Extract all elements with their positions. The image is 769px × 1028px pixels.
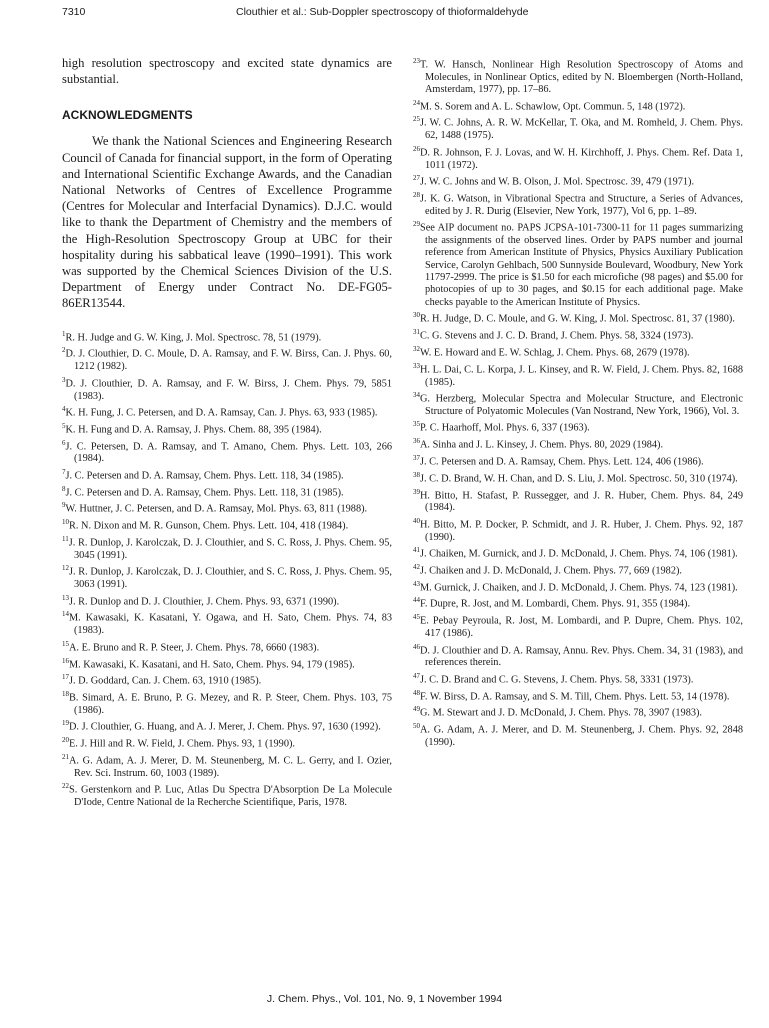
reference-text: H. Bitto, H. Stafast, P. Russegger, and J. R. Huber, Chem. Phys. 84, 249 (1984). <box>420 489 743 514</box>
reference-item <box>413 143 743 172</box>
reference-number: 32 <box>413 344 420 353</box>
reference-item <box>413 544 743 561</box>
reference-number: 49 <box>413 705 420 714</box>
reference-text: H. Bitto, M. P. Docker, P. Schmidt, and J. R. Huber, J. Chem. Phys. 92, 187 (1990). <box>420 519 743 543</box>
reference-number: 13 <box>62 593 69 602</box>
reference-text: J. C. Petersen, D. A. Ramsay, and T. Amano, Chem. Phys. Lett. 103, 266 (1984). <box>65 441 392 465</box>
reference-item <box>413 561 743 578</box>
reference-text: H. L. Dai, C. L. Korpa, J. L. Kinsey, and R. W. Field, J. Chem. Phys. 82, 1688 (1985). <box>420 364 743 388</box>
reference-text: D. J. Clouthier and D. A. Ramsay, Annu. Rev. Phys. Chem. 34, 31 (1983), and references therein. <box>420 644 743 669</box>
reference-item <box>413 218 743 309</box>
reference-text: R. N. Dixon and M. R. Gunson, Chem. Phys. Lett. 104, 418 (1984). <box>69 520 349 532</box>
reference-text: A. G. Adam, A. J. Merer, D. M. Steunenberg, M. C. L. Gerry, and I. Ozier, Rev. Sci. Instrum. 60, 1003 (1989). <box>69 755 392 779</box>
reference-item <box>413 309 743 326</box>
reference-text: W. E. Howard and E. W. Schlag, J. Chem. Phys. 68, 2679 (1978). <box>420 347 690 359</box>
reference-item <box>62 608 392 637</box>
reference-text: J. C. D. Brand, W. H. Chan, and D. S. Liu, J. Mol. Spectrosc. 50, 310 (1974). <box>420 473 738 485</box>
reference-number: 14 <box>62 610 69 619</box>
reference-text: K. H. Fung and D. A. Ramsay, J. Phys. Chem. 88, 395 (1984). <box>65 424 322 436</box>
reference-text: F. W. Birss, D. A. Ramsay, and S. M. Till, Chem. Phys. Lett. 53, 14 (1978). <box>420 691 730 703</box>
reference-text: S. Gerstenkorn and P. Luc, Atlas Du Spectra D'Absorption De La Molecule D'Iode, Centre National de la Recherche Scientifique, Paris, 1978. <box>69 784 392 809</box>
reference-item <box>62 403 392 420</box>
reference-text: G. M. Stewart and J. D. McDonald, J. Chem. Phys. 78, 3907 (1983). <box>420 707 703 719</box>
reference-item <box>62 420 392 437</box>
reference-number: 43 <box>413 579 420 588</box>
reference-number: 5 <box>62 421 66 430</box>
reference-number: 45 <box>413 613 420 622</box>
reference-text: M. Kawasaki, K. Kasatani, Y. Ogawa, and H. Sato, Chem. Phys. 74, 83 (1983). <box>69 612 392 637</box>
left-column <box>62 55 392 810</box>
reference-item <box>413 578 743 595</box>
reference-number: 35 <box>413 420 420 429</box>
journal-footer: J. Chem. Phys., Vol. 101, No. 9, 1 November 1994 <box>266 993 503 1005</box>
reference-text: J. D. Goddard, Can. J. Chem. 63, 1910 (1985). <box>69 675 262 687</box>
reference-text: J. R. Dunlop, J. Karolczak, D. J. Clouthier, and S. C. Ross, J. Phys. Chem. 95, 3045 (1991). <box>68 537 392 561</box>
reference-text: J. R. Dunlop, J. Karolczak, D. J. Clouthier, and S. C. Ross, J. Phys. Chem. 95, 3063 (1991). <box>69 566 392 591</box>
reference-item <box>413 486 743 515</box>
reference-number: 15 <box>62 639 69 648</box>
continuation-paragraph: high resolution spectroscopy and excited state dynamics are substantial. <box>62 56 392 87</box>
reference-number: 37 <box>413 453 420 462</box>
reference-item <box>413 343 743 360</box>
reference-text: E. Pebay Peyroula, R. Jost, M. Lombardi, and P. Dupre, Chem. Phys. 102, 417 (1986). <box>420 615 743 640</box>
acknowledgments-heading: ACKNOWLEDGMENTS <box>62 108 193 123</box>
reference-number: 30 <box>413 311 420 320</box>
reference-number: 46 <box>413 642 420 651</box>
reference-text: R. H. Judge, D. C. Moule, and G. W. King, J. Mol. Spectrosc. 81, 37 (1980). <box>420 313 735 325</box>
reference-text: J. C. Petersen and D. A. Ramsay, Chem. Phys. Lett. 118, 34 (1985). <box>65 470 344 482</box>
reference-number: 28 <box>413 190 420 199</box>
reference-number: 25 <box>413 115 420 124</box>
reference-item <box>413 469 743 486</box>
acknowledgments-paragraph: We thank the National Sciences and Engineering Research Council of Canada for financial support, in the form of Operating and International Scientific Exchange Awards, and the Canadian National Networks of Centres of Excellence Programme (Centres for Molecular and Interfacial Dynamics). D.J.C. would like to thank the Department of Chemistry and the members of the High-Resolution Spectroscopy Group at UBC for their hospitality during his sabbatical leave (1990–1991). This work was supported by the Chemical Sciences Division of the U.S. Department of Energy under Contract No. DE-FG05-86ER13544. <box>62 134 392 311</box>
reference-number: 33 <box>413 361 420 370</box>
reference-number: 8 <box>62 484 66 493</box>
reference-number: 20 <box>62 736 69 745</box>
reference-number: 17 <box>62 673 69 682</box>
reference-item <box>62 751 392 780</box>
reference-item <box>62 638 392 655</box>
reference-item <box>62 562 392 591</box>
reference-number: 31 <box>413 328 420 337</box>
reference-item <box>413 360 743 389</box>
reference-item <box>62 437 392 466</box>
reference-number: 21 <box>62 753 69 762</box>
reference-item <box>62 533 392 562</box>
reference-number: 16 <box>62 656 69 665</box>
reference-number: 4 <box>62 404 66 413</box>
right-column <box>413 55 743 750</box>
reference-text: J. W. C. Johns, A. R. W. McKellar, T. Oka, and M. Romheld, J. Chem. Phys. 62, 1488 (1975). <box>420 117 743 142</box>
page-number: 7310 <box>62 6 86 18</box>
reference-item <box>62 483 392 500</box>
reference-text: D. J. Clouthier, G. Huang, and A. J. Merer, J. Chem. Phys. 97, 1630 (1992). <box>69 721 381 733</box>
reference-number: 7 <box>62 467 66 476</box>
reference-item <box>62 780 392 809</box>
reference-item <box>413 611 743 640</box>
reference-number: 39 <box>413 487 420 496</box>
reference-number: 26 <box>413 144 420 153</box>
reference-number: 41 <box>413 546 420 554</box>
reference-text: M. S. Sorem and A. L. Schawlow, Opt. Commun. 5, 148 (1972). <box>420 101 686 113</box>
reference-item <box>413 594 743 611</box>
reference-number: 12 <box>62 564 69 573</box>
reference-item <box>413 720 743 749</box>
reference-number: 47 <box>413 671 420 680</box>
reference-number: 19 <box>62 719 69 728</box>
reference-number: 24 <box>413 98 420 107</box>
reference-number: 50 <box>413 722 420 731</box>
reference-number: 3 <box>62 375 66 384</box>
reference-item <box>62 328 392 345</box>
reference-number: 6 <box>62 438 66 447</box>
reference-item <box>413 641 743 670</box>
reference-list-left <box>62 328 392 810</box>
reference-number: 23 <box>413 57 420 65</box>
reference-text: F. Dupre, R. Jost, and M. Lombardi, Chem. Phys. 91, 355 (1984). <box>420 598 691 610</box>
reference-number: 11 <box>62 535 69 544</box>
reference-item <box>413 189 743 218</box>
reference-item <box>413 172 743 189</box>
reference-text: J. C. Petersen and D. A. Ramsay, Chem. Phys. Lett. 124, 406 (1986). <box>420 456 704 468</box>
reference-text: W. Huttner, J. C. Petersen, and D. A. Ramsay, Mol. Phys. 63, 811 (1988). <box>65 503 368 515</box>
reference-text: G. Herzberg, Molecular Spectra and Molecular Structure, and Electronic Structure of Polyatomic Molecules (Van Nostrand, New York, 1966), Vol. 3. <box>420 393 743 417</box>
reference-text: B. Simard, A. E. Bruno, P. G. Mezey, and R. P. Steer, Chem. Phys. 103, 75 (1986). <box>69 692 392 716</box>
reference-item <box>62 655 392 672</box>
reference-item <box>413 113 743 142</box>
reference-item <box>62 374 392 403</box>
reference-text: J. R. Dunlop and D. J. Clouthier, J. Chem. Phys. 93, 6371 (1990). <box>69 596 340 608</box>
reference-text: A. G. Adam, A. J. Merer, and D. M. Steunenberg, J. Chem. Phys. 92, 2848 (1990). <box>420 724 743 749</box>
reference-item <box>62 344 392 373</box>
reference-text: J. C. Petersen and D. A. Ramsay, Chem. Phys. Lett. 118, 31 (1985). <box>65 487 344 499</box>
reference-text: K. H. Fung, J. C. Petersen, and D. A. Ramsay, Can. J. Phys. 63, 933 (1985). <box>65 407 378 419</box>
reference-text: R. H. Judge and G. W. King, J. Mol. Spectrosc. 78, 51 (1979). <box>65 332 322 344</box>
reference-number: 18 <box>62 690 69 699</box>
reference-text: P. C. Haarhoff, Mol. Phys. 6, 337 (1963). <box>420 422 590 434</box>
reference-item <box>413 418 743 435</box>
reference-number: 9 <box>62 501 66 510</box>
reference-item <box>413 97 743 114</box>
reference-text: A. E. Bruno and R. P. Steer, J. Chem. Phys. 78, 6660 (1983). <box>69 642 320 654</box>
reference-number: 27 <box>413 173 420 182</box>
reference-number: 1 <box>62 329 66 338</box>
reference-text: C. G. Stevens and J. C. D. Brand, J. Chem. Phys. 58, 3324 (1973). <box>420 330 694 342</box>
reference-text: E. J. Hill and R. W. Field, J. Chem. Phys. 93, 1 (1990). <box>69 738 295 750</box>
reference-item <box>413 55 743 97</box>
reference-text: A. Sinha and J. L. Kinsey, J. Chem. Phys. 80, 2029 (1984). <box>420 439 664 451</box>
reference-number: 29 <box>413 220 420 228</box>
reference-list-right <box>413 55 743 750</box>
reference-text: J. Chaiken, M. Gurnick, and J. D. McDonald, J. Chem. Phys. 74, 106 (1981). <box>420 548 738 560</box>
reference-number: 22 <box>62 782 69 791</box>
reference-text: T. W. Hansch, Nonlinear High Resolution Spectroscopy of Atoms and Molecules, in Nonlinear Optics, edited by N. Bloembergen (North-Holland, Amsterdam, 1977), pp. 17–86. <box>420 59 743 96</box>
reference-item <box>62 717 392 734</box>
reference-item <box>62 671 392 688</box>
reference-text: M. Gurnick, J. Chaiken, and J. D. McDonald, J. Chem. Phys. 74, 123 (1981). <box>420 582 738 594</box>
reference-text: D. J. Clouthier, D. C. Moule, D. A. Ramsay, and F. W. Birss, Can. J. Phys. 60, 1212 (1982). <box>65 348 392 373</box>
reference-item <box>413 452 743 469</box>
reference-item <box>62 592 392 609</box>
reference-item <box>413 670 743 687</box>
reference-number: 38 <box>413 470 420 479</box>
reference-text: J. C. D. Brand and C. G. Stevens, J. Chem. Phys. 58, 3331 (1973). <box>420 674 694 686</box>
reference-text: J. K. G. Watson, in Vibrational Spectra and Structure, a Series of Advances, edited by J. R. Durig (Elsevier, New York, 1977), Vol 6, pp. 1–89. <box>420 193 743 217</box>
reference-number: 34 <box>413 390 420 399</box>
reference-number: 36 <box>413 437 420 446</box>
reference-item <box>62 499 392 516</box>
reference-number: 44 <box>413 596 420 605</box>
reference-number: 2 <box>62 346 66 355</box>
reference-text: D. J. Clouthier, D. A. Ramsay, and F. W. Birss, J. Chem. Phys. 79, 5851 (1983). <box>65 378 392 402</box>
reference-item <box>413 326 743 343</box>
reference-text: J. W. C. Johns and W. B. Olson, J. Mol. Spectrosc. 39, 479 (1971). <box>420 176 695 188</box>
reference-item <box>413 515 743 544</box>
reference-text: J. Chaiken and J. D. McDonald, J. Chem. Phys. 77, 669 (1982). <box>420 565 682 577</box>
reference-text: See AIP document no. PAPS JCPSA-101-7300-11 for 11 pages summarizing the assignments of the observed lines. Order by PAPS number and journal reference from American Institute of Physics, Physics Auxiliary Publication Service, Carolyn Gehlbach, 500 Sunnyside Boulevard, Woodbury, New York 11797-2999. The price is $1.50 for each microfiche (98 pages) and $5.00 for photocopies of up to 30 pages, and $0.15 for each additional page. Make checks payable to the American Institute of Physics. <box>420 222 743 308</box>
reference-item <box>413 389 743 418</box>
reference-item <box>413 435 743 452</box>
running-head: Clouthier et al.: Sub-Doppler spectroscopy of thioformaldehyde <box>236 6 529 18</box>
reference-number: 48 <box>413 688 420 697</box>
reference-item <box>413 703 743 720</box>
reference-number: 42 <box>413 562 420 571</box>
reference-item <box>413 687 743 704</box>
reference-text: D. R. Johnson, F. J. Lovas, and W. H. Kirchhoff, J. Phys. Chem. Ref. Data 1, 1011 (1972). <box>420 147 743 171</box>
reference-number: 40 <box>413 516 420 525</box>
reference-item <box>62 734 392 751</box>
reference-item <box>62 688 392 717</box>
reference-text: M. Kawasaki, K. Kasatani, and H. Sato, Chem. Phys. 94, 179 (1985). <box>69 658 355 670</box>
reference-item <box>62 516 392 533</box>
reference-number: 10 <box>62 518 69 527</box>
reference-item <box>62 466 392 483</box>
